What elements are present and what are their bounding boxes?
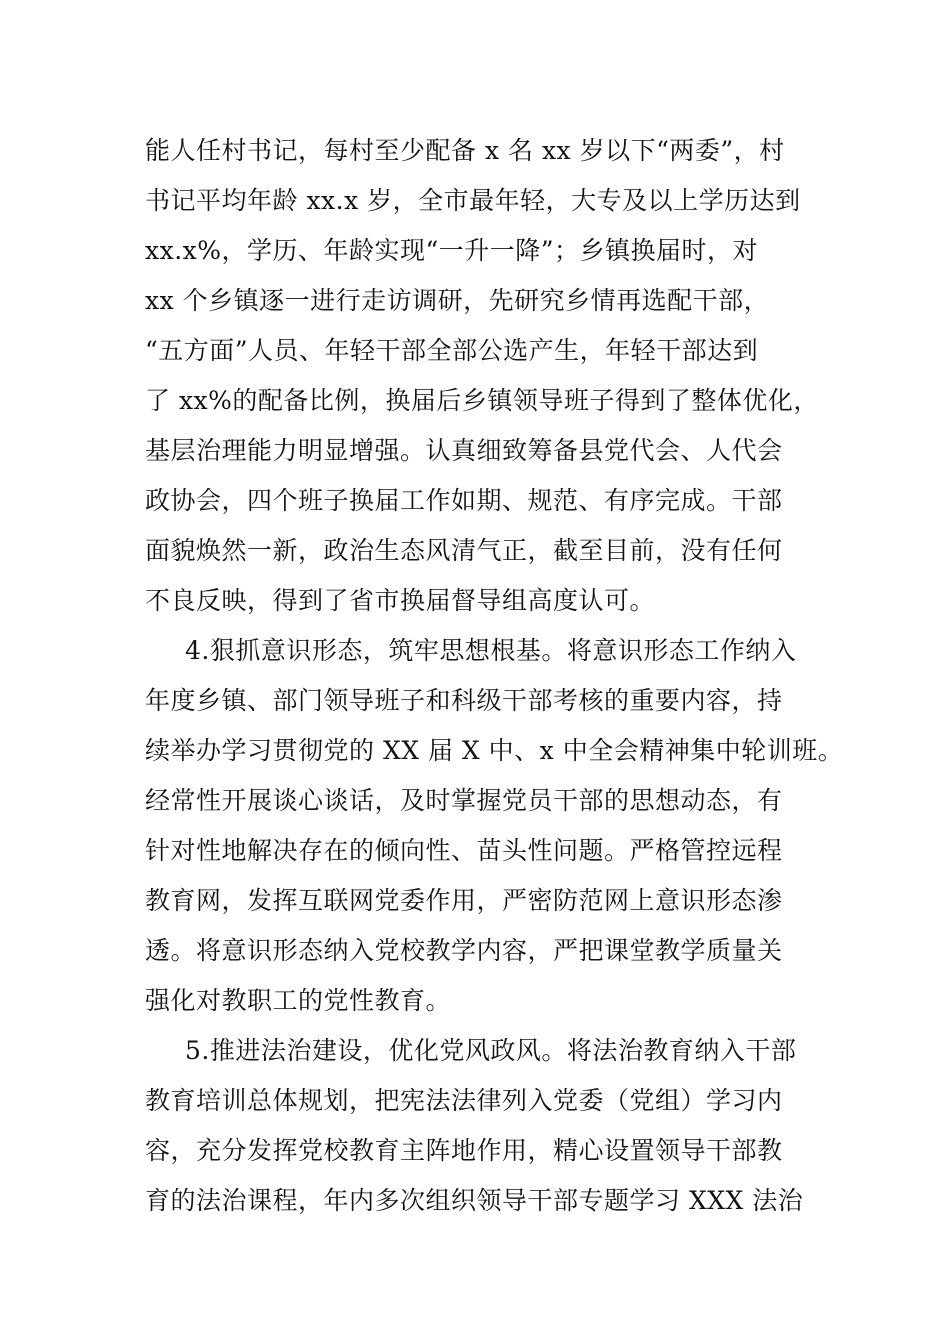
text-line: 年度乡镇、部门领导班子和科级干部考核的重要内容，持: [145, 686, 783, 715]
document-body: [145, 126, 845, 1226]
text-line: 续举办学习贯彻党的 XX 届 X 中、x 中全会精神集中轮训班。: [145, 736, 844, 765]
paragraph-appointment-results: [145, 126, 845, 626]
text-line: xx.x%，学历、年龄实现“一升一降”；乡镇换届时，对: [145, 236, 759, 265]
text-line: 政协会，四个班子换届工作如期、规范、有序完成。干部: [145, 486, 783, 515]
paragraph-heading-line: 5.推进法治建设，优化党风政风。将法治教育纳入干部: [185, 1036, 797, 1065]
text-line: 能人任村书记，每村至少配备 x 名 xx 岁以下“两委”，村: [145, 136, 785, 165]
text-line: 基层治理能力明显增强。认真细致筹备县党代会、人代会: [145, 436, 783, 465]
text-line: xx 个乡镇逐一进行走访调研，先研究乡情再选配干部，: [145, 286, 770, 315]
paragraph-rule-of-law: [145, 1026, 845, 1226]
text-line: 强化对教职工的党性教育。: [145, 986, 452, 1015]
text-line: “五方面”人员、年轻干部全部公选产生，年轻干部达到: [145, 336, 759, 365]
text-line: 了 xx%的配备比例，换届后乡镇领导班子得到了整体优化，: [145, 386, 819, 415]
text-line: 容，充分发挥党校教育主阵地作用，精心设置领导干部教: [145, 1136, 783, 1165]
text-line: 教育培训总体规划，把宪法法律列入党委（党组）学习内: [145, 1086, 783, 1115]
text-line: 教育网，发挥互联网党委作用，严密防范网上意识形态渗: [145, 886, 783, 915]
text-line: 不良反映，得到了省市换届督导组高度认可。: [145, 586, 656, 615]
text-line: 书记平均年龄 xx.x 岁，全市最年轻，大专及以上学历达到: [145, 186, 801, 215]
text-line: 育的法治课程，年内多次组织领导干部专题学习 XXX 法治: [145, 1186, 804, 1215]
paragraph-heading-line: 4.狠抓意识形态，筑牢思想根基。将意识形态工作纳入: [185, 636, 797, 665]
text-line: 面貌焕然一新，政治生态风清气正，截至目前，没有任何: [145, 536, 783, 565]
text-line: 经常性开展谈心谈话，及时掌握党员干部的思想动态，有: [145, 786, 783, 815]
text-line: 针对性地解决存在的倾向性、苗头性问题。严格管控远程: [145, 836, 783, 865]
paragraph-ideology: [145, 626, 845, 1026]
text-line: 透。将意识形态纳入党校教学内容，严把课堂教学质量关: [145, 936, 783, 965]
